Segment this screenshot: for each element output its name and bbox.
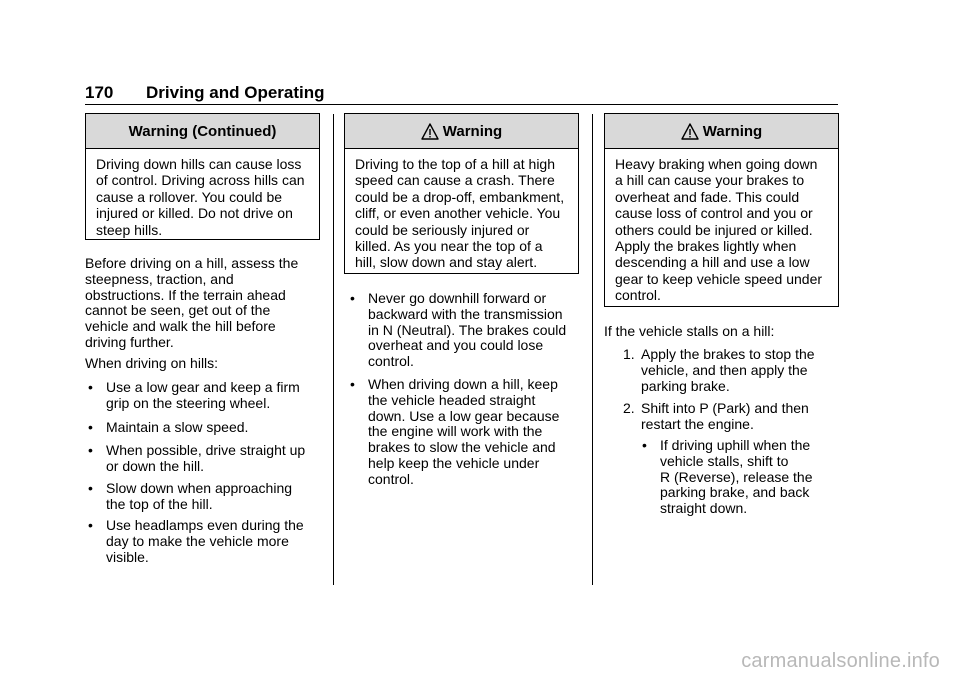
- text-line: descending a hill and use a low: [615, 254, 810, 271]
- text-line: of control. Driving across hills can: [96, 172, 305, 189]
- text-line: help keep the vehicle under: [368, 454, 540, 471]
- text-line: Heavy braking when going down: [615, 156, 818, 172]
- text-line: or down the hill.: [106, 457, 205, 474]
- text-line: cannot be seen, get out of the: [85, 302, 271, 319]
- text-line: Use a low gear and keep a firm: [106, 379, 300, 395]
- bullet-marker: •: [642, 437, 647, 453]
- page-header: [85, 83, 838, 105]
- text-line: cliff, or even another vehicle. You: [355, 205, 561, 222]
- text-line: could be seriously injured or: [355, 221, 530, 238]
- text-line: cause loss of control and you or: [615, 205, 813, 222]
- text-line: day to make the vehicle more: [106, 532, 289, 549]
- text-line: the vehicle headed straight: [368, 391, 536, 408]
- column-divider: [592, 114, 593, 585]
- bullet-marker: •: [88, 379, 93, 395]
- warning-box-text: [605, 149, 838, 304]
- text-line: steepness, traction, and: [85, 270, 234, 287]
- text-line: vehicle and walk the hill before: [85, 318, 276, 335]
- text-line: Apply the brakes to stop the: [641, 346, 815, 362]
- warning-title-text: Warning: [702, 122, 763, 140]
- text-line: Before driving on a hill, assess the: [85, 255, 299, 271]
- text-line: restart the engine.: [641, 415, 754, 432]
- text-line: If driving uphill when the: [660, 437, 811, 453]
- page-number: 170: [85, 83, 114, 102]
- text-line: Slow down when approaching: [106, 480, 293, 496]
- text-line: vehicle stalls, shift to: [660, 452, 789, 469]
- text-line: gear to keep vehicle speed under: [615, 270, 823, 287]
- column-divider: [333, 114, 334, 585]
- section-title: Driving and Operating: [146, 83, 325, 102]
- text-line: overheat and fade. This could: [615, 188, 800, 205]
- text-line: in N (Neutral). The brakes could: [368, 321, 567, 338]
- text-line: vehicle, and then apply the: [641, 361, 808, 378]
- step-number: 1.: [623, 346, 635, 362]
- when-driving-label: When driving on hills:: [85, 355, 219, 371]
- text-line: could be a drop-off, embankment,: [355, 188, 565, 205]
- bullet-marker: •: [88, 419, 93, 435]
- text-line: control.: [368, 470, 414, 487]
- text-line: When driving down a hill, keep: [368, 376, 558, 392]
- warning-box-continued: [85, 113, 320, 240]
- text-line: a hill can cause your brakes to: [615, 172, 805, 189]
- warning-box: [344, 113, 579, 274]
- bullet-marker: •: [88, 517, 93, 533]
- text-line: injured or killed. Do not drive on: [96, 205, 293, 222]
- text-line: control.: [368, 353, 414, 370]
- text-line: Driving down hills can cause loss: [96, 156, 302, 172]
- bullet-marker: •: [350, 376, 355, 392]
- text-line: driving further.: [85, 333, 174, 350]
- text-line: parking brake.: [641, 377, 730, 394]
- warning-box-title: [345, 114, 578, 149]
- text-line: straight down.: [660, 500, 748, 517]
- warning-box-text: [345, 149, 578, 271]
- text-line: R (Reverse), release the: [660, 468, 813, 485]
- text-line: others could be injured or killed.: [615, 221, 813, 238]
- text-line: grip on the steering wheel.: [106, 394, 271, 411]
- intro-paragraph: [85, 256, 325, 351]
- text-line: down. Use a low gear because: [368, 407, 560, 424]
- text-line: obstructions. If the terrain ahead: [85, 286, 286, 303]
- text-line: control.: [615, 287, 661, 304]
- step-number: 2.: [623, 400, 635, 416]
- text-line: backward with the transmission: [368, 305, 563, 322]
- text-line: Use headlamps even during the: [106, 517, 304, 533]
- text-line: the top of the hill.: [106, 495, 213, 512]
- warning-title-text: Warning: [442, 122, 503, 140]
- warning-box-text: [86, 149, 319, 238]
- warning-icon: [421, 123, 439, 140]
- stall-label: If the vehicle stalls on a hill:: [604, 323, 775, 339]
- text-line: Shift into P (Park) and then: [641, 400, 809, 416]
- text-line: speed can cause a crash. There: [355, 172, 555, 189]
- warning-box-title: [605, 114, 838, 149]
- text-line: overheat and you could lose: [368, 337, 544, 354]
- bullet-marker: •: [350, 290, 355, 306]
- text-line: killed. As you near the top of a: [355, 238, 543, 255]
- text-line: hill, slow down and stay alert.: [355, 254, 538, 271]
- text-line: Maintain a slow speed.: [106, 419, 249, 435]
- text-line: the engine will work with the: [368, 423, 543, 440]
- site-watermark: carmanualsonline.info: [741, 650, 940, 672]
- warning-box: [604, 113, 839, 307]
- text-line: brakes to slow the vehicle and: [368, 439, 556, 456]
- text-line: cause a rollover. You could be: [96, 188, 283, 205]
- warning-icon: [681, 123, 699, 140]
- text-line: Driving to the top of a hill at high: [355, 156, 556, 172]
- text-line: steep hills.: [96, 221, 163, 238]
- warning-box-title: Warning (Continued): [86, 114, 319, 149]
- text-line: parking brake, and back: [660, 484, 810, 501]
- text-line: When possible, drive straight up: [106, 442, 306, 458]
- bullet-marker: •: [88, 442, 93, 458]
- text-line: Never go downhill forward or: [368, 290, 547, 306]
- text-line: Apply the brakes lightly when: [615, 238, 797, 255]
- text-line: visible.: [106, 548, 149, 565]
- bullet-marker: •: [88, 480, 93, 496]
